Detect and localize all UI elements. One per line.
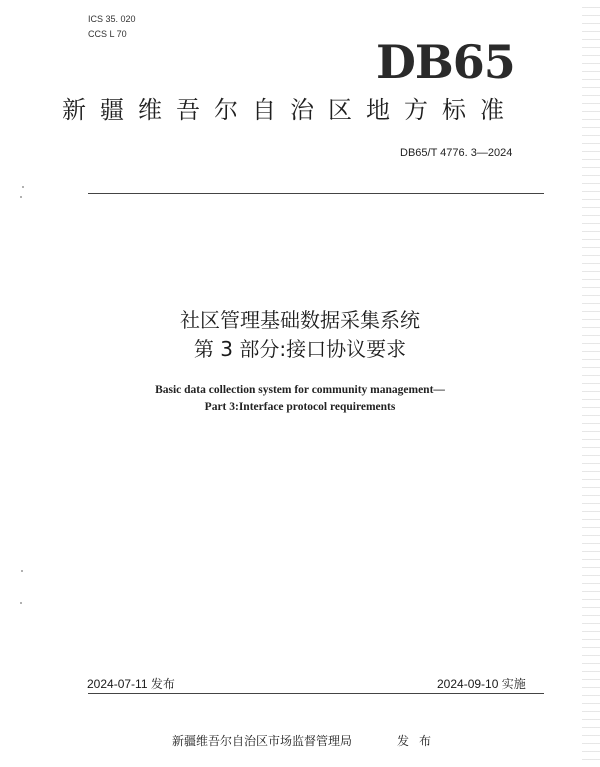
footer-divider <box>88 693 544 694</box>
standard-authority: 新疆维吾尔自治区地方标准 <box>62 96 518 124</box>
scan-speck <box>20 602 22 604</box>
scan-speck <box>22 186 24 188</box>
title-en-line1: Basic data collection system for community management— <box>155 384 445 396</box>
title-cn-line1: 社区管理基础数据采集系统 <box>180 308 420 332</box>
db65-logo <box>376 35 515 89</box>
title-en-line2: Part 3:Interface protocol requirements <box>204 401 396 413</box>
scan-speck <box>21 570 23 572</box>
title-cn-line2: 第 3 部分:接口协议要求 <box>193 337 407 361</box>
issue-label: 发布 <box>397 734 442 748</box>
implement-date: 2024-09-10 实施 <box>437 677 526 691</box>
scan-speck <box>20 196 22 198</box>
scan-edge-noise <box>582 0 600 767</box>
ics-code: ICS 35. 020 <box>88 14 136 24</box>
logo-text: DB65 <box>376 35 515 89</box>
header-divider <box>88 193 544 194</box>
standard-number: DB65/T 4776. 3—2024 <box>400 147 513 159</box>
ccs-code: CCS L 70 <box>88 29 127 39</box>
issuing-authority: 新疆维吾尔自治区市场监督管理局 <box>172 734 353 748</box>
publish-date: 2024-07-11 发布 <box>87 677 175 691</box>
